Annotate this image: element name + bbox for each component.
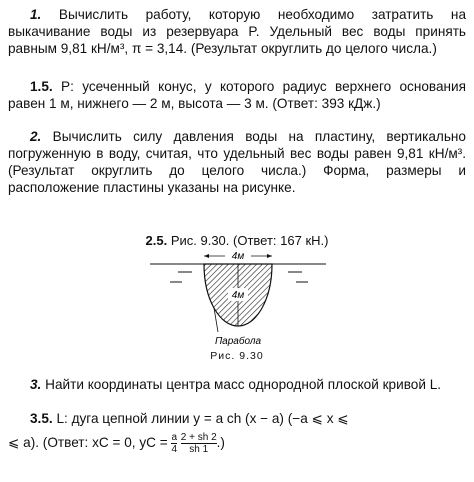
task-3-text: Найти координаты центра масс однородной плоской кривой L. bbox=[45, 377, 442, 392]
figure-caption: Рис. 9.30 bbox=[210, 350, 264, 362]
fraction-sh bbox=[181, 432, 217, 455]
arrowhead bbox=[204, 254, 209, 258]
task-1 bbox=[8, 6, 466, 57]
arrowhead bbox=[267, 254, 272, 258]
answer-2-5-number: 2.5. bbox=[145, 233, 168, 248]
answer-3-5-line2-end: .) bbox=[216, 435, 225, 451]
fraction-numerator: a bbox=[171, 432, 178, 443]
answer-3-5-line1: L: дуга цепной линии y = a ch (x − a) (−a ⩽ x ⩽ bbox=[56, 411, 349, 426]
answer-3-5-number: 3.5. bbox=[30, 411, 53, 426]
fraction-denominator: 4 bbox=[171, 444, 178, 455]
fraction-numerator: 2 + sh 2 bbox=[180, 432, 217, 443]
answer-1-5 bbox=[8, 78, 466, 112]
parabola-label: Парабола bbox=[214, 336, 262, 347]
answer-1-5-text: P: усеченный конус, у которого радиус верхнего основания равен 1 м, нижнего — 2 м, высота — 3 м. (Ответ: 393 кДж.) bbox=[8, 79, 467, 111]
answer-3-5-continuation bbox=[8, 432, 466, 455]
answer-3-5-line2-mid: C = 0, y bbox=[98, 435, 147, 451]
figure-9-30 bbox=[148, 248, 328, 348]
task-3 bbox=[8, 376, 466, 393]
height-label: 4м bbox=[231, 290, 245, 301]
width-label: 4м bbox=[231, 251, 245, 262]
task-1-text: Вычислить работу, которую необходимо затратить на выкачивание воды из резервуара P. Удельный вес воды принять равным 9,81 кН/м³, π = 3,14. (Результат округлить до целого числа.) bbox=[8, 7, 467, 56]
answer-3-5 bbox=[8, 410, 466, 427]
answer-2-5-text: Рис. 9.30. (Ответ: 167 кН.) bbox=[170, 233, 329, 248]
fraction-denominator: sh 1 bbox=[181, 443, 217, 455]
answer-1-5-number: 1.5. bbox=[30, 79, 53, 94]
answer-3-5-line2-prefix: ⩽ a). (Ответ: x bbox=[8, 435, 99, 451]
task-2-text: Вычислить силу давления воды на пластину, вертикально погруженную в воду, считая, что удельный вес воды равен 9,81 кН/м³. (Результат округлить до целого числа.) Форма, размеры и расположение пластины указаны на рисунке. bbox=[8, 129, 466, 195]
task-2-number: 2. bbox=[30, 129, 42, 144]
task-3-number: 3. bbox=[30, 377, 42, 392]
task-1-number: 1. bbox=[30, 7, 42, 22]
fraction-a-over-4 bbox=[171, 432, 177, 455]
answer-2-5 bbox=[0, 233, 474, 249]
answer-3-5-line2-c: C = bbox=[146, 435, 168, 451]
task-2 bbox=[8, 128, 466, 196]
